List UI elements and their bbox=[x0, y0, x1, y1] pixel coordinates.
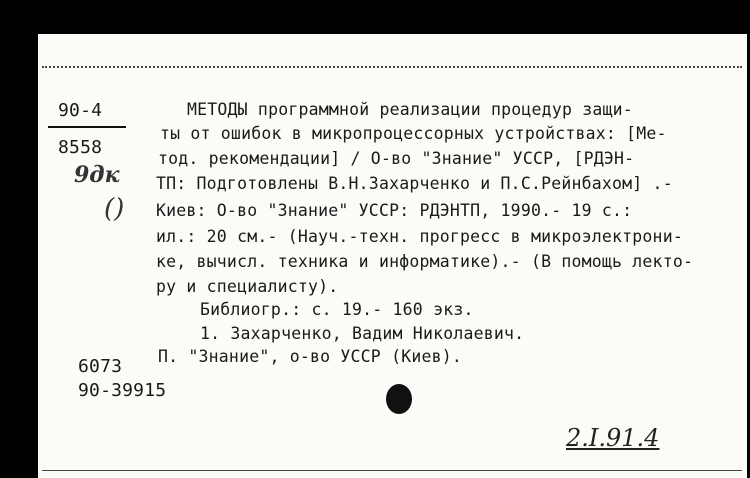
publisher-entry: П. "Знание", о-во УССР (Киев). bbox=[158, 347, 463, 366]
author-entry: 1. Захарченко, Вадим Николаевич. bbox=[200, 324, 525, 343]
ink-stain bbox=[386, 384, 412, 414]
index-rule bbox=[48, 126, 126, 128]
scan-border-top bbox=[0, 0, 750, 34]
body-line-4: ТП: Подготовлены В.Н.Захарченко и П.С.Рейнбахом] .- bbox=[156, 174, 673, 193]
index-code: 90-4 bbox=[58, 100, 103, 121]
body-line-8: ру и специалисту). bbox=[156, 277, 339, 296]
call-number: 8558 bbox=[58, 137, 103, 158]
top-dotted-line bbox=[42, 66, 742, 68]
scan-border-left bbox=[0, 0, 38, 478]
series-number: 6073 bbox=[78, 356, 123, 377]
body-line-5: Киев: О-во "Знание" УССР: РДЭНТП, 1990.- 19 с.: bbox=[156, 201, 633, 220]
registration-number: 90-39915 bbox=[78, 380, 167, 401]
body-line-2: ты от ошибок в микропроцессорных устройствах: [Ме- bbox=[160, 124, 667, 143]
handwritten-mark: 9дк bbox=[74, 162, 120, 188]
bottom-edge-line bbox=[42, 470, 742, 471]
body-line-1: МЕТОДЫ программной реализации процедур защи- bbox=[187, 100, 633, 119]
handwritten-bracket: () bbox=[104, 194, 125, 224]
body-line-3: тод. рекомендации] / О-во "Знание" УССР, [РДЭН- bbox=[158, 149, 635, 168]
bibliography-note: Библиогр.: с. 19.- 160 экз. bbox=[200, 300, 474, 319]
handwritten-date: 2.I.91.4 bbox=[566, 424, 660, 452]
body-line-7: ке, вычисл. техника и информатике).- (В помощь лекто- bbox=[156, 252, 694, 271]
body-line-6: ил.: 20 см.- (Науч.-техн. прогресс в микроэлектрони- bbox=[156, 227, 683, 246]
